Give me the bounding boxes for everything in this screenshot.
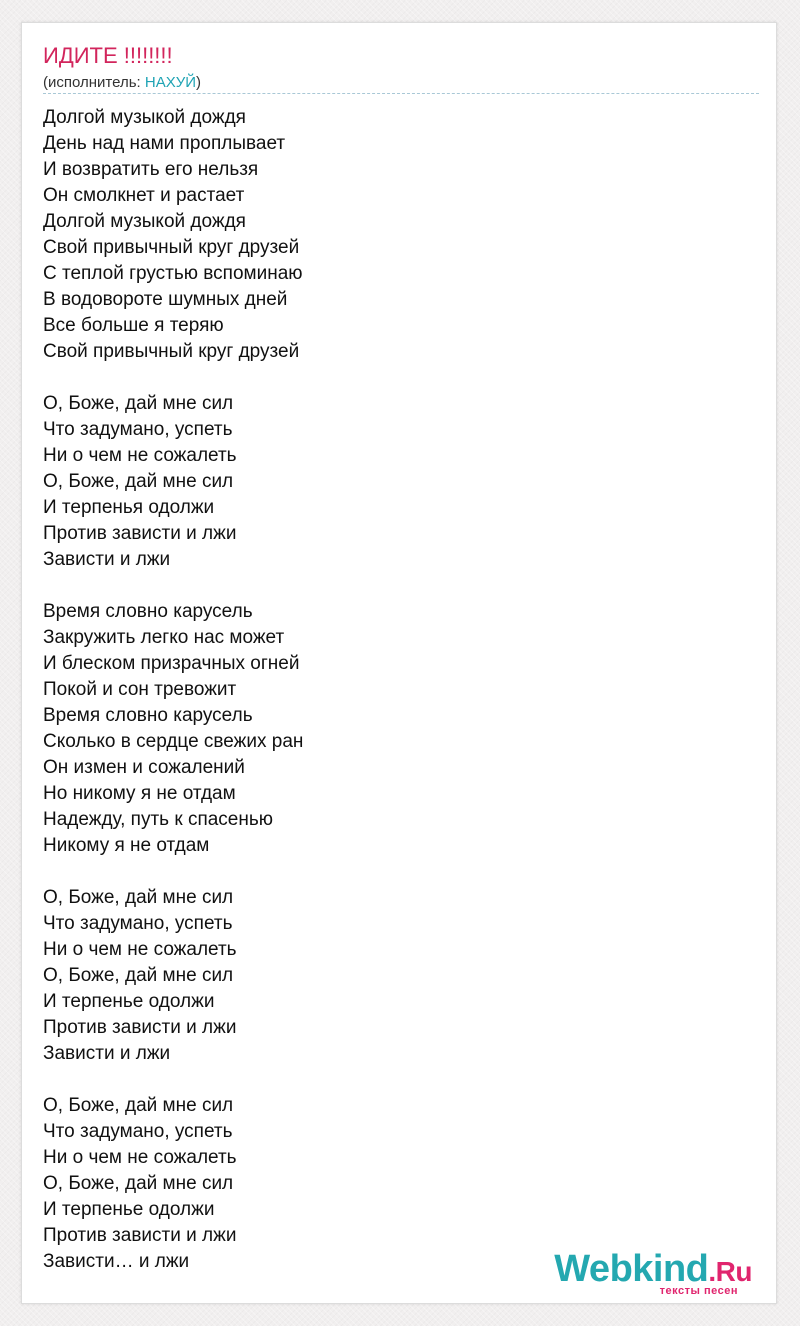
logo-brand: Webkind (554, 1248, 709, 1290)
lyric-line: Против зависти и лжи (43, 1017, 237, 1038)
artist-prefix: (исполнитель: (43, 74, 145, 91)
lyric-line: Время словно карусель (43, 705, 253, 726)
lyric-line: О, Боже, дай мне сил (43, 393, 234, 414)
lyric-line: Надежду, путь к спасенью (43, 809, 274, 830)
title-divider (43, 93, 759, 94)
lyric-line: В водовороте шумных дней (43, 289, 288, 310)
lyric-line: И блеском призрачных огней (43, 653, 300, 674)
lyric-line: Свой привычный круг друзей (43, 341, 300, 362)
logo-wordmark (554, 1248, 752, 1290)
lyric-line: И терпенья одолжи (43, 497, 215, 518)
stanza-break (43, 859, 743, 885)
artist-line (43, 73, 201, 93)
lyric-line: Но никому я не отдам (43, 783, 236, 804)
lyric-line: День над нами проплывает (43, 133, 286, 154)
lyric-line: И терпенье одолжи (43, 1199, 215, 1220)
song-title: ИДИТЕ !!!!!!!! (43, 43, 173, 68)
lyric-line: Он измен и сожалений (43, 757, 245, 778)
stanza-break (43, 573, 743, 599)
lyric-line: Что задумано, успеть (43, 419, 233, 440)
lyric-line: О, Боже, дай мне сил (43, 965, 234, 986)
lyric-line: Долгой музыкой дождя (43, 107, 246, 128)
lyric-line: О, Боже, дай мне сил (43, 887, 234, 908)
stanza-break (43, 1067, 743, 1093)
artist-link[interactable]: НАХУЙ (144, 74, 197, 91)
lyric-line: Сколько в сердце свежих ран (43, 731, 304, 752)
lyric-line: Все больше я теряю (43, 315, 224, 336)
lyric-line: Ни о чем не сожалеть (43, 1147, 237, 1168)
lyric-line: Ни о чем не сожалеть (43, 445, 237, 466)
lyric-line: Что задумано, успеть (43, 913, 233, 934)
lyric-line: Зависти и лжи (43, 1043, 171, 1064)
lyric-line: Против зависти и лжи (43, 1225, 237, 1246)
logo-tld: .Ru (708, 1256, 752, 1287)
lyric-line: И терпенье одолжи (43, 991, 215, 1012)
lyric-line: И возвратить его нельзя (43, 159, 259, 180)
lyrics-text (43, 105, 743, 1275)
lyrics-card (21, 22, 777, 1304)
lyric-line: О, Боже, дай мне сил (43, 1173, 234, 1194)
stanza-break (43, 365, 743, 391)
lyric-line: Он смолкнет и растает (43, 185, 245, 206)
artist-suffix: ) (196, 74, 202, 91)
lyric-line: Зависти… и лжи (43, 1251, 190, 1272)
lyric-line: Долгой музыкой дождя (43, 211, 246, 232)
lyric-line: Свой привычный круг друзей (43, 237, 300, 258)
lyric-line: Закружить легко нас может (43, 627, 285, 648)
lyric-line: Покой и сон тревожит (43, 679, 237, 700)
lyric-line: С теплой грустью вспоминаю (43, 263, 303, 284)
logo-tagline: тексты песен (659, 1285, 738, 1297)
lyric-line: О, Боже, дай мне сил (43, 1095, 234, 1116)
lyric-line: Против зависти и лжи (43, 523, 237, 544)
lyric-line: Зависти и лжи (43, 549, 171, 570)
webkind-logo (554, 1248, 752, 1297)
lyric-line: Ни о чем не сожалеть (43, 939, 237, 960)
lyric-line: Что задумано, успеть (43, 1121, 233, 1142)
lyric-line: Время словно карусель (43, 601, 253, 622)
lyric-line: Никому я не отдам (43, 835, 210, 856)
lyric-line: О, Боже, дай мне сил (43, 471, 234, 492)
